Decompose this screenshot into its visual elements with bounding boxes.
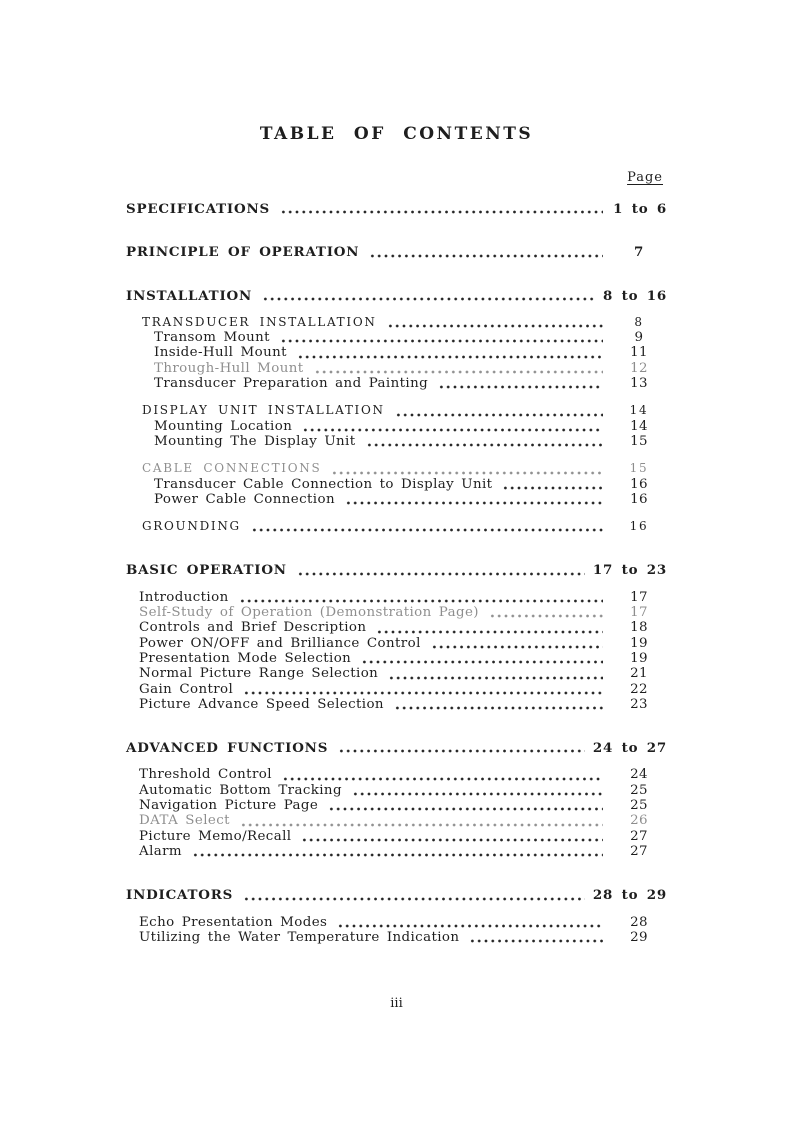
- toc-group: [126, 461, 667, 507]
- toc-row: [126, 682, 667, 697]
- toc-row: [126, 636, 667, 651]
- toc-entry-label: Picture Memo/Recall: [139, 828, 292, 844]
- toc-entry-label: Self-Study of Operation (Demonstration Page): [139, 605, 479, 621]
- toc-page-number: 28: [630, 914, 648, 930]
- toc-group: [126, 315, 667, 391]
- toc-entry-label: Power ON/OFF and Brilliance Control: [139, 635, 421, 651]
- toc-section: [126, 740, 667, 859]
- toc-group: [126, 590, 667, 712]
- toc-page-number: 25: [630, 782, 648, 798]
- toc-entry-label: SPECIFICATIONS: [126, 201, 270, 217]
- dot-leader: [438, 376, 603, 391]
- dot-leader: [394, 697, 603, 712]
- toc-page-number: 29: [630, 929, 648, 945]
- toc-page-number: 16: [629, 519, 649, 534]
- toc-entry-label: GROUNDING: [142, 519, 241, 534]
- toc-entry-label: BASIC OPERATION: [126, 562, 287, 579]
- toc-row: [126, 915, 667, 930]
- toc-entry-label: Through-Hull Mount: [154, 360, 304, 376]
- toc-entry-label: Transducer Cable Connection to Display Unit: [154, 476, 493, 492]
- dot-leader: [331, 461, 603, 476]
- dot-leader: [302, 419, 603, 434]
- toc-page-number: 16: [630, 491, 648, 507]
- toc-page-number: 15: [629, 461, 649, 476]
- toc-row: [126, 419, 667, 434]
- toc-page-number: 21: [630, 666, 648, 682]
- toc-entry-label: ADVANCED FUNCTIONS: [126, 740, 329, 757]
- dot-leader: [280, 201, 603, 216]
- dot-leader: [431, 636, 603, 651]
- page-footer-folio: iii: [390, 996, 403, 1011]
- toc-page-number: 8: [634, 314, 644, 329]
- toc-section: [126, 562, 667, 712]
- toc-page-number: 17: [630, 589, 648, 605]
- page-column-header: Page: [627, 170, 663, 185]
- toc-entry-label: PRINCIPLE OF OPERATION: [126, 244, 360, 261]
- toc-page-number: 24: [630, 767, 648, 783]
- toc-entry-label: Threshold Control: [139, 767, 272, 783]
- toc-row: [126, 244, 667, 259]
- dot-leader: [395, 403, 603, 418]
- toc-entry-label: Presentation Mode Selection: [139, 650, 352, 666]
- toc-entry-label: Inside-Hull Mount: [154, 345, 287, 361]
- dot-leader: [388, 666, 603, 681]
- toc-entry-label: Navigation Picture Page: [139, 798, 319, 814]
- dot-leader: [489, 605, 603, 620]
- toc-row: [126, 620, 667, 635]
- dot-leader: [352, 783, 603, 798]
- toc-group: [126, 403, 667, 449]
- toc-row: [126, 844, 667, 859]
- toc-page-number: 25: [630, 798, 648, 814]
- toc-group: [126, 519, 667, 534]
- toc-page-number: 17 to 23: [592, 562, 667, 579]
- toc-entry-label: Mounting The Display Unit: [154, 433, 356, 449]
- toc-page-number: 27: [630, 828, 648, 844]
- page-column-header-row: [126, 170, 667, 185]
- toc-row: [126, 361, 667, 376]
- toc-entry-label: Utilizing the Water Temperature Indication: [139, 929, 460, 945]
- dot-leader: [243, 682, 603, 697]
- toc-row: [126, 697, 667, 712]
- dot-leader: [280, 330, 603, 345]
- toc-page-number: 28 to 29: [592, 887, 667, 904]
- toc-content: [126, 170, 667, 945]
- toc-entry-label: Controls and Brief Description: [139, 620, 367, 636]
- toc-page-number: 12: [630, 360, 648, 376]
- toc-entry-label: Picture Advance Speed Selection: [139, 696, 384, 712]
- toc-row: [126, 492, 667, 507]
- toc-group: [126, 767, 667, 859]
- toc-entry-label: DISPLAY UNIT INSTALLATION: [142, 403, 385, 418]
- toc-rows: [126, 201, 667, 945]
- toc-row: [126, 740, 667, 755]
- dot-leader: [192, 844, 603, 859]
- toc-row: [126, 798, 667, 813]
- toc-page-number: 23: [630, 696, 648, 712]
- toc-page-number: 16: [630, 476, 648, 492]
- toc-row: [126, 605, 667, 620]
- dot-leader: [376, 620, 603, 635]
- toc-row: [126, 345, 667, 360]
- toc-page-number: 22: [630, 681, 648, 697]
- toc-row: [126, 288, 667, 303]
- toc-row: [126, 403, 667, 418]
- dot-leader: [361, 651, 603, 666]
- toc-entry-label: Transducer Preparation and Painting: [154, 376, 429, 392]
- toc-page-number: 17: [630, 605, 648, 621]
- toc-entry-label: TRANSDUCER INSTALLATION: [142, 314, 377, 329]
- dot-leader: [345, 492, 603, 507]
- toc-page-number: 1 to 6: [613, 201, 667, 217]
- toc-entry-label: INDICATORS: [126, 887, 234, 904]
- toc-row: [126, 376, 667, 391]
- toc-entry-label: Transom Mount: [154, 330, 270, 346]
- toc-section: [126, 201, 667, 216]
- toc-entry-label: Alarm: [139, 843, 183, 859]
- toc-entry-label: Mounting Location: [154, 418, 293, 434]
- toc-page-number: 11: [630, 345, 648, 361]
- toc-page-number: 26: [630, 813, 648, 829]
- dot-leader: [369, 244, 603, 259]
- dot-leader: [338, 740, 585, 755]
- toc-page-number: 19: [630, 650, 648, 666]
- toc-page-number: 15: [630, 433, 648, 449]
- toc-page-number: 9: [634, 330, 644, 346]
- toc-row: [126, 829, 667, 844]
- toc-section: [126, 887, 667, 945]
- dot-leader: [240, 813, 603, 828]
- toc-page-number: 14: [630, 418, 648, 434]
- toc-section: [126, 288, 667, 535]
- dot-leader: [282, 767, 603, 782]
- toc-row: [126, 315, 667, 330]
- dot-leader: [337, 915, 603, 930]
- toc-row: [126, 930, 667, 945]
- toc-row: [126, 651, 667, 666]
- toc-row: [126, 519, 667, 534]
- toc-row: [126, 201, 667, 216]
- toc-entry-label: Power Cable Connection: [154, 491, 335, 507]
- dot-leader: [297, 562, 585, 577]
- dot-leader: [366, 434, 604, 449]
- toc-row: [126, 666, 667, 681]
- dot-leader: [251, 519, 603, 534]
- toc-entry-label: Automatic Bottom Tracking: [139, 782, 342, 798]
- dot-leader: [314, 361, 603, 376]
- toc-page-number: 8 to 16: [603, 287, 667, 304]
- toc-group: [126, 915, 667, 946]
- toc-entry-label: Normal Picture Range Selection: [139, 666, 379, 682]
- toc-entry-label: Echo Presentation Modes: [139, 914, 328, 930]
- toc-row: [126, 461, 667, 476]
- toc-title: TABLE OF CONTENTS: [259, 124, 534, 144]
- toc-page-number: 18: [630, 620, 648, 636]
- toc-row: [126, 434, 667, 449]
- dot-leader: [297, 345, 603, 360]
- toc-row: [126, 562, 667, 577]
- toc-page-number: 19: [630, 635, 648, 651]
- toc-section: [126, 244, 667, 259]
- toc-row: [126, 590, 667, 605]
- dot-leader: [243, 887, 585, 902]
- dot-leader: [301, 829, 603, 844]
- toc-row: [126, 783, 667, 798]
- toc-row: [126, 813, 667, 828]
- dot-leader: [469, 930, 603, 945]
- toc-entry-label: CABLE CONNECTIONS: [142, 461, 322, 476]
- dot-leader: [262, 288, 595, 303]
- dot-leader: [387, 315, 603, 330]
- toc-page-number: 14: [629, 403, 649, 418]
- toc-entry-label: DATA Select: [139, 813, 230, 829]
- dot-leader: [328, 798, 603, 813]
- toc-row: [126, 887, 667, 902]
- toc-page-number: 7: [633, 244, 645, 261]
- toc-entry-label: INSTALLATION: [126, 287, 253, 304]
- toc-page-number: 24 to 27: [592, 740, 667, 757]
- toc-row: [126, 330, 667, 345]
- toc-row: [126, 477, 667, 492]
- toc-page-number: 27: [630, 843, 648, 859]
- toc-entry-label: Gain Control: [139, 681, 234, 697]
- dot-leader: [239, 590, 603, 605]
- dot-leader: [502, 477, 603, 492]
- toc-entry-label: Introduction: [139, 589, 229, 605]
- toc-row: [126, 767, 667, 782]
- toc-page-number: 13: [630, 376, 648, 392]
